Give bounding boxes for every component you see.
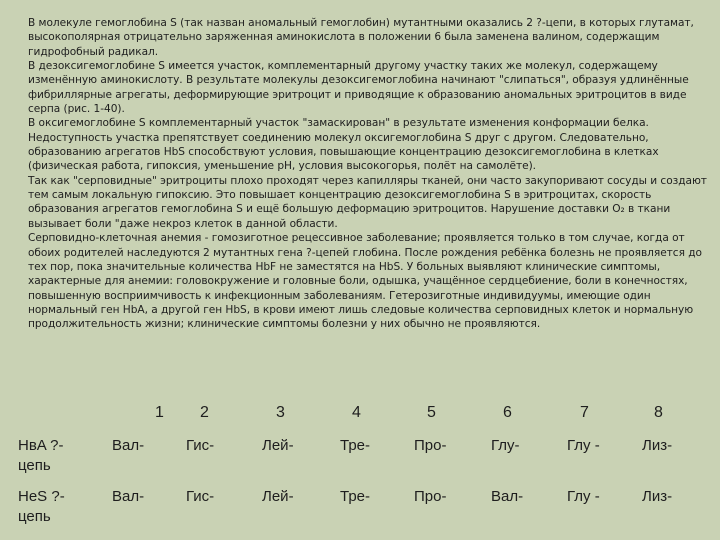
body-text	[28, 16, 712, 332]
position-number: 4	[352, 404, 361, 421]
amino-acid-cell: Гис-	[186, 488, 215, 505]
amino-acid-cell: Про-	[414, 488, 447, 505]
amino-acid-cell: Гис-	[186, 437, 215, 454]
amino-acid-cell: Лей-	[262, 488, 294, 505]
row-label: HвA ?-цепь	[18, 437, 64, 474]
position-header-row	[0, 404, 720, 428]
position-number: 1	[155, 404, 164, 421]
row-label: HeS ?-цепь	[18, 488, 65, 525]
position-number: 8	[654, 404, 663, 421]
amino-acid-cell: Про-	[414, 437, 447, 454]
position-number: 5	[427, 404, 436, 421]
paragraph: В молекуле гемоглобина S (так назван аномальный гемоглобин) мутантными оказались 2 ?-цепи, в которых глутамат, высокополярная отрицательно заряженная аминокислота в положении 6 была заменена валином, содержащим гидрофобный радикал.	[28, 17, 694, 58]
amino-acid-cell: Глу -	[567, 437, 600, 454]
amino-acid-cell: Глу-	[491, 437, 520, 454]
paragraph: В дезоксигемоглобине S имеется участок, комплементарный другому участку таких же молекул, содержащему изменённую аминокислоту. В результате молекулы дезоксигемоглобина начинают "слипаться", образуя удлинённые фибриллярные агрегаты, деформирующие эритроцит и приводящие к образованию аномальных эритроцитов в виде серпа (рис. 1-40).	[28, 60, 689, 116]
amino-acid-cell: Тре-	[340, 437, 370, 454]
amino-acid-cell: Вал-	[112, 488, 145, 505]
position-number: 3	[276, 404, 285, 421]
paragraph: Так как "серповидные" эритроциты плохо проходят через капилляры тканей, они часто закупоривают сосуды и создают тем самым локальную гипоксию. Это повышает концентрацию дезоксигемоглобина S в эритроцитах, скорость образования агрегатов гемоглобина S и ещё большую деформацию эритроцитов. Нарушение доставки O₂ в ткани вызывает боли "даже некроз клеток в данной области.	[28, 174, 707, 230]
amino-acid-cell: Вал-	[491, 488, 524, 505]
amino-acid-cell: Лиз-	[642, 488, 673, 505]
paragraph: В оксигемоглобине S комплементарный участок "замаскирован" в результате изменения конформации белка. Недоступность участка препятствует соединению молекул оксигемоглобина S друг с другом. Следовательно, образованию агрегатов HbS способствуют условия, повышающие концентрацию дезоксигемоглобина в клетках (физическая работа, гипоксия, уменьшение pH, условия высокогорья, полёт на самолёте).	[28, 117, 659, 173]
amino-acid-cell: Лей-	[262, 437, 294, 454]
paragraph: Серповидно-клеточная анемия - гомозиготное рецессивное заболевание; проявляется только в том случае, когда от обоих родителей наследуются 2 мутантных гена ?-цепей глобина. После рождения ребёнка болезнь не проявляется до тех пор, пока значительные количества HbF не заместятся на HbS. У больных выявляют клинические симптомы, характерные для анемии: головокружение и головные боли, одышка, учащённое сердцебиение, боли в конечностях, повышенную восприимчивость к инфекционным заболеваниям. Гетерозиготные индивидуумы, имеющие один нормальный ген HbA, а другой ген HbS, в крови имеют лишь следовые количества серповидных клеток и нормальную продолжительность жизни; клинические симптомы болезни у них обычно не проявляются.	[28, 232, 702, 331]
amino-acid-cell: Лиз-	[642, 437, 673, 454]
amino-acid-cell: Глу -	[567, 488, 600, 505]
position-number: 2	[200, 404, 209, 421]
amino-acid-cell: Тре-	[340, 488, 370, 505]
position-number: 7	[580, 404, 589, 421]
amino-acid-cell: Вал-	[112, 437, 145, 454]
position-number: 6	[503, 404, 512, 421]
